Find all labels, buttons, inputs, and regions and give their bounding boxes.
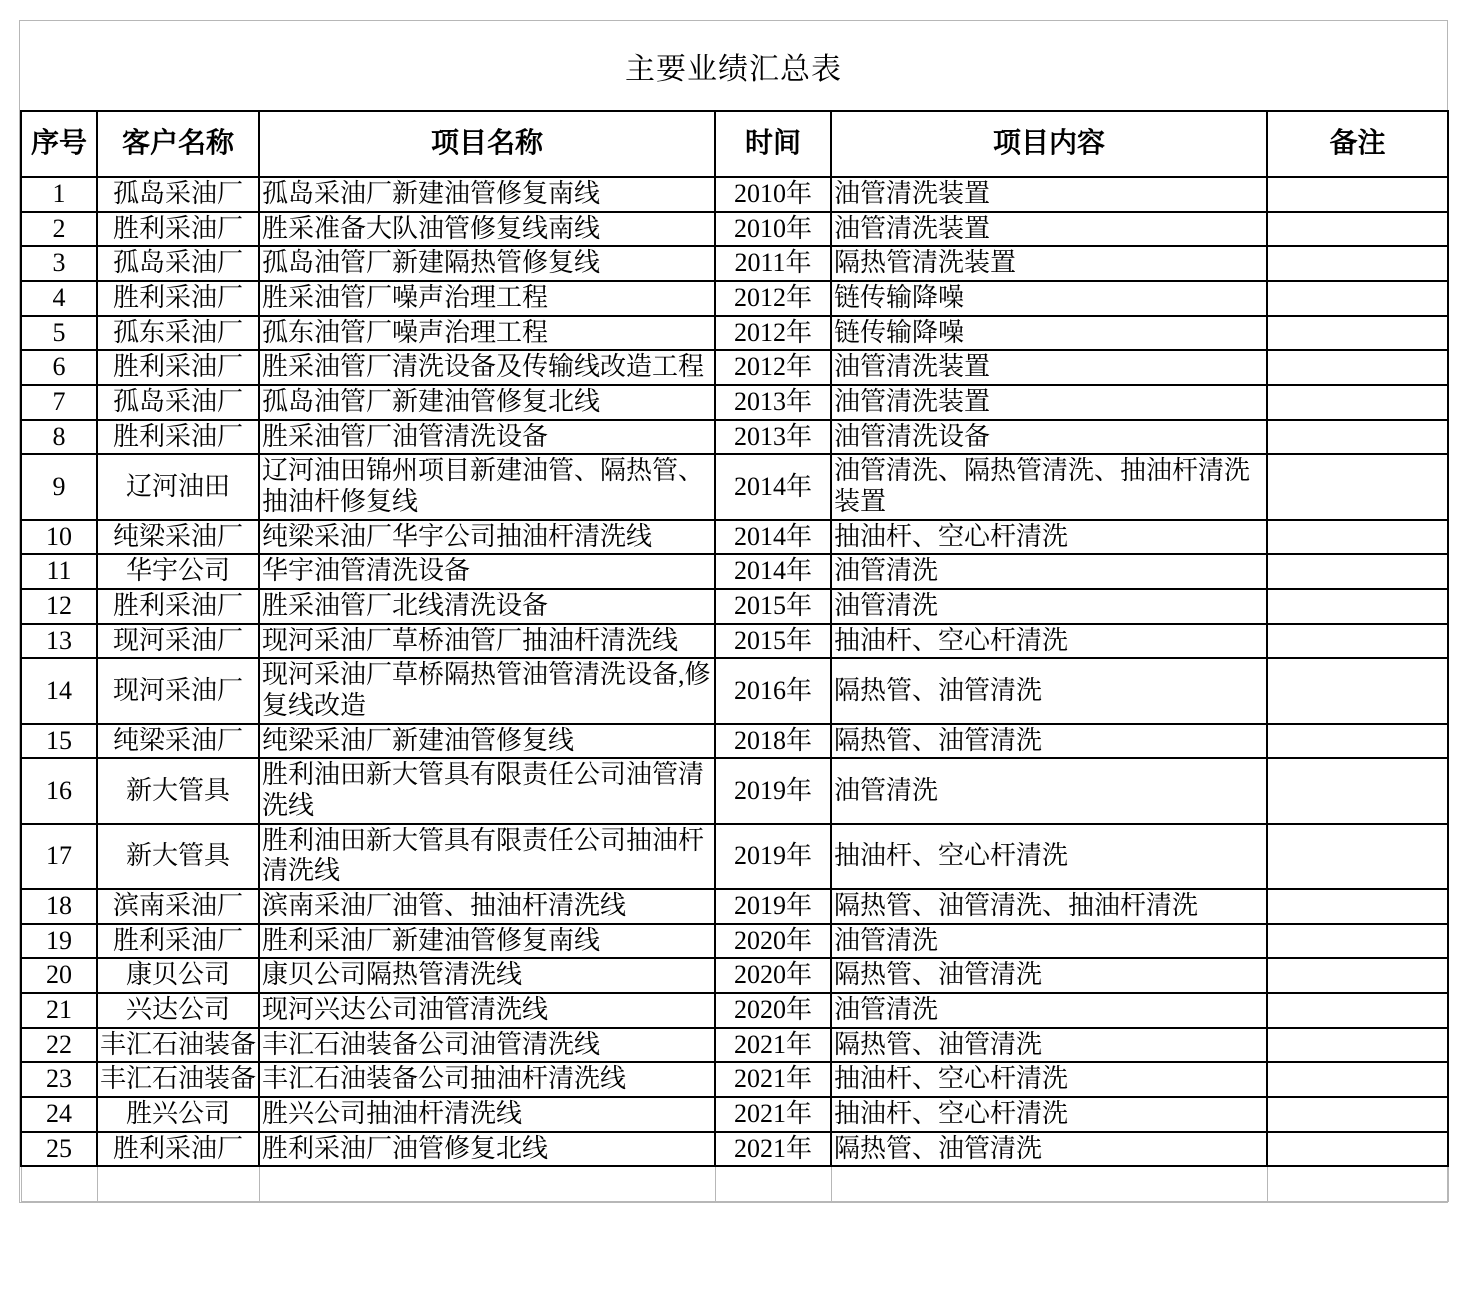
cell-content: 隔热管清洗装置 bbox=[831, 246, 1267, 281]
cell-no: 1 bbox=[21, 177, 97, 212]
cell-customer: 胜利采油厂 bbox=[97, 1132, 259, 1167]
cell-time: 2016年 bbox=[715, 658, 831, 723]
cell-time: 2019年 bbox=[715, 824, 831, 889]
table-row bbox=[21, 824, 1448, 889]
cell-customer: 丰汇石油装备 bbox=[97, 1028, 259, 1063]
cell-content: 油管清洗 bbox=[831, 589, 1267, 624]
cell-content: 隔热管、油管清洗、抽油杆清洗 bbox=[831, 889, 1267, 924]
cell-time: 2021年 bbox=[715, 1132, 831, 1167]
column-header-customer: 客户名称 bbox=[97, 111, 259, 177]
cell-no: 11 bbox=[21, 554, 97, 589]
cell-remark bbox=[1267, 993, 1448, 1028]
cell-remark bbox=[1267, 316, 1448, 351]
cell-customer: 胜利采油厂 bbox=[97, 924, 259, 959]
cell-no: 14 bbox=[21, 658, 97, 723]
table-row bbox=[21, 1132, 1448, 1167]
cell-project: 胜采油管厂北线清洗设备 bbox=[259, 589, 715, 624]
cell-remark bbox=[1267, 281, 1448, 316]
table-row bbox=[21, 420, 1448, 455]
table-row bbox=[21, 724, 1448, 759]
cell-content: 油管清洗 bbox=[831, 554, 1267, 589]
spreadsheet-page bbox=[19, 20, 1448, 1203]
cell-no: 23 bbox=[21, 1062, 97, 1097]
cell-project: 孤岛油管厂新建隔热管修复线 bbox=[259, 246, 715, 281]
cell-customer: 孤东采油厂 bbox=[97, 316, 259, 351]
column-header-project: 项目名称 bbox=[259, 111, 715, 177]
header-row bbox=[21, 111, 1448, 177]
cell-no: 4 bbox=[21, 281, 97, 316]
column-header-remark: 备注 bbox=[1267, 111, 1448, 177]
cell-content: 抽油杆、空心杆清洗 bbox=[831, 824, 1267, 889]
table-row bbox=[21, 177, 1448, 212]
cell-project: 现河采油厂草桥隔热管油管清洗设备,修复线改造 bbox=[259, 658, 715, 723]
cell-project: 丰汇石油装备公司油管清洗线 bbox=[259, 1028, 715, 1063]
cell-content: 油管清洗 bbox=[831, 924, 1267, 959]
page-title: 主要业绩汇总表 bbox=[625, 52, 842, 86]
table-row bbox=[21, 350, 1448, 385]
cell-no: 12 bbox=[21, 589, 97, 624]
table-row bbox=[21, 993, 1448, 1028]
cell-customer: 丰汇石油装备 bbox=[97, 1062, 259, 1097]
cell-project: 胜利采油厂油管修复北线 bbox=[259, 1132, 715, 1167]
cell-customer: 胜利采油厂 bbox=[97, 212, 259, 247]
cell-content: 链传输降噪 bbox=[831, 281, 1267, 316]
cell-project: 康贝公司隔热管清洗线 bbox=[259, 958, 715, 993]
cell-remark bbox=[1267, 658, 1448, 723]
cell-remark bbox=[1267, 350, 1448, 385]
cell-customer-empty bbox=[97, 1166, 259, 1201]
cell-project: 纯梁采油厂新建油管修复线 bbox=[259, 724, 715, 759]
cell-no: 6 bbox=[21, 350, 97, 385]
column-header-no: 序号 bbox=[21, 111, 97, 177]
table-row bbox=[21, 624, 1448, 659]
cell-project: 胜兴公司抽油杆清洗线 bbox=[259, 1097, 715, 1132]
cell-time: 2010年 bbox=[715, 177, 831, 212]
cell-remark bbox=[1267, 1097, 1448, 1132]
cell-content: 油管清洗设备 bbox=[831, 420, 1267, 455]
cell-remark bbox=[1267, 958, 1448, 993]
cell-remark bbox=[1267, 385, 1448, 420]
title-bar bbox=[20, 21, 1447, 110]
cell-no: 9 bbox=[21, 454, 97, 519]
cell-content: 链传输降噪 bbox=[831, 316, 1267, 351]
table-row bbox=[21, 246, 1448, 281]
cell-time: 2013年 bbox=[715, 420, 831, 455]
cell-project: 孤东油管厂噪声治理工程 bbox=[259, 316, 715, 351]
cell-project: 纯梁采油厂华宇公司抽油杆清洗线 bbox=[259, 520, 715, 555]
table-body bbox=[21, 177, 1448, 1201]
cell-remark bbox=[1267, 924, 1448, 959]
cell-remark bbox=[1267, 1062, 1448, 1097]
cell-project: 滨南采油厂油管、抽油杆清洗线 bbox=[259, 889, 715, 924]
table-row bbox=[21, 1062, 1448, 1097]
table-row bbox=[21, 520, 1448, 555]
cell-customer: 胜利采油厂 bbox=[97, 350, 259, 385]
cell-content: 抽油杆、空心杆清洗 bbox=[831, 1097, 1267, 1132]
cell-content: 隔热管、油管清洗 bbox=[831, 1028, 1267, 1063]
cell-customer: 新大管具 bbox=[97, 824, 259, 889]
cell-time: 2014年 bbox=[715, 520, 831, 555]
cell-content: 油管清洗 bbox=[831, 993, 1267, 1028]
cell-remark bbox=[1267, 454, 1448, 519]
column-header-content: 项目内容 bbox=[831, 111, 1267, 177]
cell-customer: 新大管具 bbox=[97, 758, 259, 823]
cell-project: 胜利采油厂新建油管修复南线 bbox=[259, 924, 715, 959]
cell-project-empty bbox=[259, 1166, 715, 1201]
cell-customer: 滨南采油厂 bbox=[97, 889, 259, 924]
table-row bbox=[21, 212, 1448, 247]
cell-customer: 辽河油田 bbox=[97, 454, 259, 519]
table-row bbox=[21, 658, 1448, 723]
cell-project: 胜利油田新大管具有限责任公司抽油杆清洗线 bbox=[259, 824, 715, 889]
cell-remark bbox=[1267, 246, 1448, 281]
cell-customer: 孤岛采油厂 bbox=[97, 246, 259, 281]
table-row bbox=[21, 554, 1448, 589]
cell-remark bbox=[1267, 589, 1448, 624]
table-row bbox=[21, 316, 1448, 351]
table-row bbox=[21, 958, 1448, 993]
table-row bbox=[21, 758, 1448, 823]
cell-project: 孤岛采油厂新建油管修复南线 bbox=[259, 177, 715, 212]
cell-no: 3 bbox=[21, 246, 97, 281]
cell-remark bbox=[1267, 624, 1448, 659]
cell-content: 油管清洗装置 bbox=[831, 177, 1267, 212]
cell-remark bbox=[1267, 1028, 1448, 1063]
cell-time: 2014年 bbox=[715, 554, 831, 589]
cell-customer: 纯梁采油厂 bbox=[97, 520, 259, 555]
cell-no: 7 bbox=[21, 385, 97, 420]
cell-project: 华宇油管清洗设备 bbox=[259, 554, 715, 589]
cell-remark bbox=[1267, 1132, 1448, 1167]
cell-content: 油管清洗、隔热管清洗、抽油杆清洗装置 bbox=[831, 454, 1267, 519]
cell-time: 2014年 bbox=[715, 454, 831, 519]
empty-trailing-row bbox=[21, 1166, 1448, 1201]
cell-customer: 现河采油厂 bbox=[97, 658, 259, 723]
cell-time: 2020年 bbox=[715, 958, 831, 993]
cell-time: 2015年 bbox=[715, 624, 831, 659]
cell-content: 油管清洗装置 bbox=[831, 350, 1267, 385]
cell-no: 19 bbox=[21, 924, 97, 959]
table-row bbox=[21, 589, 1448, 624]
cell-time: 2013年 bbox=[715, 385, 831, 420]
cell-customer: 兴达公司 bbox=[97, 993, 259, 1028]
cell-customer: 胜利采油厂 bbox=[97, 589, 259, 624]
cell-no: 20 bbox=[21, 958, 97, 993]
cell-remark bbox=[1267, 724, 1448, 759]
cell-customer: 孤岛采油厂 bbox=[97, 385, 259, 420]
cell-no: 15 bbox=[21, 724, 97, 759]
cell-no-empty bbox=[21, 1166, 97, 1201]
cell-time: 2018年 bbox=[715, 724, 831, 759]
cell-time: 2012年 bbox=[715, 316, 831, 351]
cell-content: 抽油杆、空心杆清洗 bbox=[831, 520, 1267, 555]
cell-content-empty bbox=[831, 1166, 1267, 1201]
cell-project: 胜采准备大队油管修复线南线 bbox=[259, 212, 715, 247]
table-row bbox=[21, 889, 1448, 924]
column-header-time: 时间 bbox=[715, 111, 831, 177]
cell-remark bbox=[1267, 177, 1448, 212]
cell-no: 21 bbox=[21, 993, 97, 1028]
cell-time: 2010年 bbox=[715, 212, 831, 247]
cell-time: 2011年 bbox=[715, 246, 831, 281]
cell-time: 2021年 bbox=[715, 1028, 831, 1063]
cell-no: 5 bbox=[21, 316, 97, 351]
cell-customer: 华宇公司 bbox=[97, 554, 259, 589]
cell-remark bbox=[1267, 889, 1448, 924]
cell-no: 16 bbox=[21, 758, 97, 823]
cell-remark bbox=[1267, 758, 1448, 823]
table-row bbox=[21, 924, 1448, 959]
table-row bbox=[21, 1097, 1448, 1132]
cell-time: 2015年 bbox=[715, 589, 831, 624]
cell-project: 胜利油田新大管具有限责任公司油管清洗线 bbox=[259, 758, 715, 823]
cell-customer: 胜利采油厂 bbox=[97, 281, 259, 316]
table-row bbox=[21, 281, 1448, 316]
cell-remark bbox=[1267, 212, 1448, 247]
table-row bbox=[21, 1028, 1448, 1063]
cell-project: 胜采油管厂噪声治理工程 bbox=[259, 281, 715, 316]
cell-project: 现河采油厂草桥油管厂抽油杆清洗线 bbox=[259, 624, 715, 659]
cell-content: 隔热管、油管清洗 bbox=[831, 958, 1267, 993]
cell-project: 孤岛油管厂新建油管修复北线 bbox=[259, 385, 715, 420]
cell-content: 油管清洗 bbox=[831, 758, 1267, 823]
cell-remark bbox=[1267, 520, 1448, 555]
cell-time: 2021年 bbox=[715, 1062, 831, 1097]
cell-time: 2012年 bbox=[715, 350, 831, 385]
cell-time: 2021年 bbox=[715, 1097, 831, 1132]
cell-project: 胜采油管厂清洗设备及传输线改造工程 bbox=[259, 350, 715, 385]
cell-project: 胜采油管厂油管清洗设备 bbox=[259, 420, 715, 455]
performance-summary-table bbox=[20, 110, 1449, 1202]
cell-no: 2 bbox=[21, 212, 97, 247]
cell-time: 2019年 bbox=[715, 889, 831, 924]
cell-time: 2019年 bbox=[715, 758, 831, 823]
cell-time: 2012年 bbox=[715, 281, 831, 316]
cell-content: 隔热管、油管清洗 bbox=[831, 724, 1267, 759]
cell-no: 25 bbox=[21, 1132, 97, 1167]
cell-customer: 胜兴公司 bbox=[97, 1097, 259, 1132]
cell-project: 丰汇石油装备公司抽油杆清洗线 bbox=[259, 1062, 715, 1097]
cell-project: 现河兴达公司油管清洗线 bbox=[259, 993, 715, 1028]
cell-customer: 孤岛采油厂 bbox=[97, 177, 259, 212]
cell-remark bbox=[1267, 554, 1448, 589]
cell-customer: 纯梁采油厂 bbox=[97, 724, 259, 759]
cell-time: 2020年 bbox=[715, 924, 831, 959]
cell-customer: 胜利采油厂 bbox=[97, 420, 259, 455]
table-row bbox=[21, 454, 1448, 519]
cell-content: 油管清洗装置 bbox=[831, 212, 1267, 247]
cell-project: 辽河油田锦州项目新建油管、隔热管、抽油杆修复线 bbox=[259, 454, 715, 519]
cell-no: 10 bbox=[21, 520, 97, 555]
cell-no: 17 bbox=[21, 824, 97, 889]
cell-content: 油管清洗装置 bbox=[831, 385, 1267, 420]
cell-no: 24 bbox=[21, 1097, 97, 1132]
cell-content: 隔热管、油管清洗 bbox=[831, 1132, 1267, 1167]
cell-no: 18 bbox=[21, 889, 97, 924]
cell-no: 22 bbox=[21, 1028, 97, 1063]
cell-content: 抽油杆、空心杆清洗 bbox=[831, 624, 1267, 659]
cell-remark-empty bbox=[1267, 1166, 1448, 1201]
cell-time-empty bbox=[715, 1166, 831, 1201]
cell-content: 隔热管、油管清洗 bbox=[831, 658, 1267, 723]
cell-no: 13 bbox=[21, 624, 97, 659]
cell-time: 2020年 bbox=[715, 993, 831, 1028]
cell-customer: 现河采油厂 bbox=[97, 624, 259, 659]
cell-content: 抽油杆、空心杆清洗 bbox=[831, 1062, 1267, 1097]
table-row bbox=[21, 385, 1448, 420]
cell-remark bbox=[1267, 824, 1448, 889]
cell-customer: 康贝公司 bbox=[97, 958, 259, 993]
cell-no: 8 bbox=[21, 420, 97, 455]
cell-remark bbox=[1267, 420, 1448, 455]
